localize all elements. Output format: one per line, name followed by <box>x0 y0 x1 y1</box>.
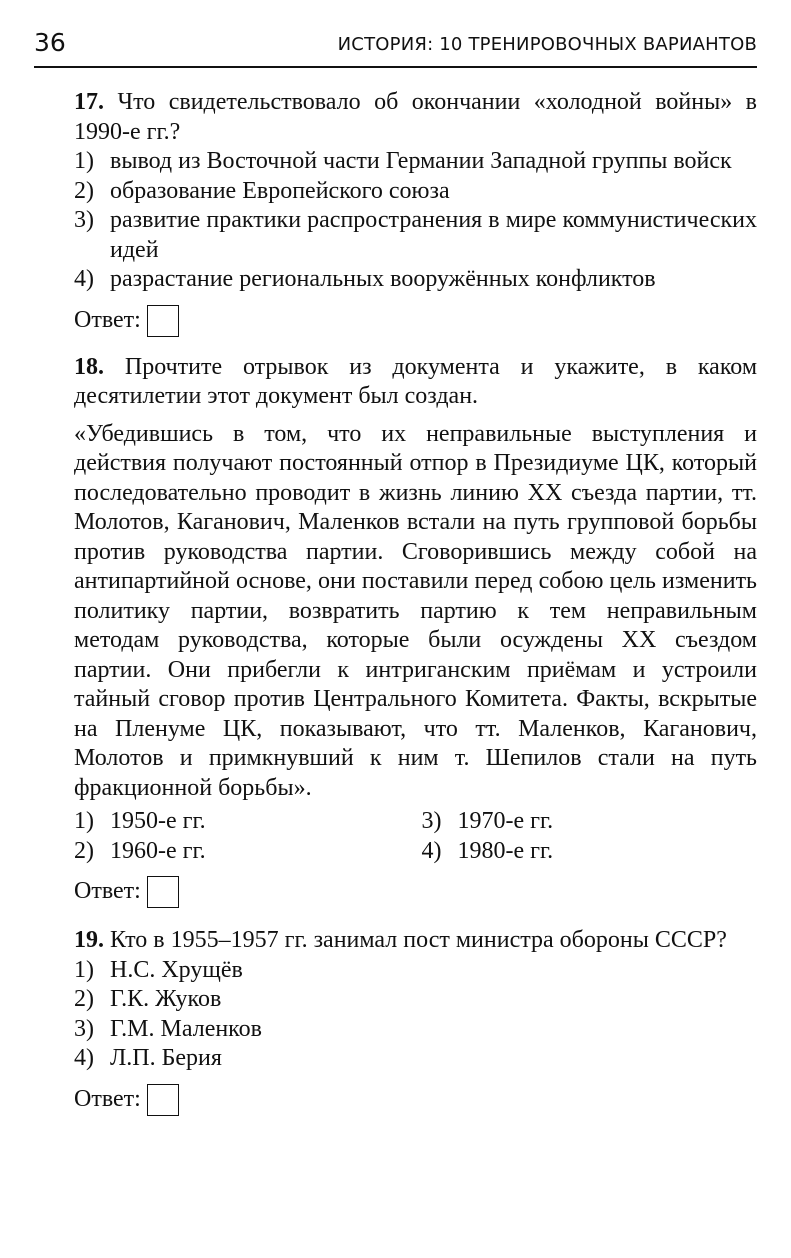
question-text <box>74 926 757 956</box>
document-excerpt: «Убедившись в том, что их неправильные выступления и действия получают постоянный отпор в Президиуме ЦК, который последовательно проводит в жизнь линию XX съезда партии, тт. Молотов, Каганович, Маленков встали на путь групповой борьбы против руководства партии. Сговорившись между собой на антипартийной основе, они поставили перед собою цель изменить политику партии, возвратить партию к тем неправильным методам руководства, которые были осуждены XX съездом партии. Они прибегли к интриганским приёмам и устроили тайный сговор против Центрального Комитета. Факты, вскрытые на Пленуме ЦК, показывают, что тт. Маленков, Каганович, Молотов и примкнувший к ним т. Шепилов стали на путь фракционной борьбы». <box>74 420 757 801</box>
spacer <box>74 910 757 926</box>
answer-label: Ответ: <box>74 1085 141 1112</box>
answer-option <box>422 837 758 867</box>
option-number: 2) <box>74 177 94 204</box>
answer-box[interactable] <box>147 876 179 908</box>
running-title: ИСТОРИЯ: 10 ТРЕНИРОВОЧНЫХ ВАРИАНТОВ <box>337 34 757 55</box>
answer-row <box>74 874 757 910</box>
answer-option <box>74 807 410 837</box>
question-number: 19. <box>74 927 104 953</box>
option-text: вывод из Восточной части Германии Западной группы войск <box>110 148 732 174</box>
header-divider <box>34 66 757 68</box>
options-grid <box>74 807 757 866</box>
answer-option <box>74 985 757 1015</box>
answer-option <box>74 956 757 986</box>
answer-box[interactable] <box>147 305 179 337</box>
question-17 <box>74 88 757 339</box>
answer-row <box>74 1082 757 1118</box>
option-text: Г.К. Жуков <box>110 986 222 1012</box>
option-text: развитие практики распространения в мире коммунистических идей <box>110 207 757 263</box>
answer-option <box>74 1044 757 1074</box>
option-number: 2) <box>74 837 94 864</box>
answer-option <box>74 206 757 265</box>
answer-option <box>74 837 410 867</box>
question-body: Прочтите отрывок из документа и укажите, в каком десятилетии этот документ был создан. <box>74 353 758 409</box>
question-18 <box>74 353 757 911</box>
option-text: 1980-е гг. <box>457 837 554 864</box>
option-number: 1) <box>74 808 94 834</box>
option-text: 1950-е гг. <box>110 808 206 834</box>
question-19 <box>74 926 757 1118</box>
option-number: 2) <box>74 986 94 1012</box>
page-number: 36 <box>34 28 66 57</box>
option-text: образование Европейского союза <box>110 177 450 204</box>
option-text: Н.С. Хрущёв <box>110 956 243 983</box>
question-body: Что свидетельствовало об окончании «холодной войны» в 1990-е гг.? <box>74 89 758 145</box>
page-header <box>34 24 757 64</box>
answer-label: Ответ: <box>74 306 141 333</box>
page-content <box>74 88 757 1118</box>
option-text: 1970-е гг. <box>457 808 554 834</box>
spacer <box>74 339 757 353</box>
option-text: разрастание региональных вооружённых конфликтов <box>110 266 656 292</box>
option-number: 1) <box>74 148 94 174</box>
option-number: 1) <box>74 956 94 983</box>
answer-label: Ответ: <box>74 878 141 905</box>
question-body: Кто в 1955–1957 гг. занимал пост министра обороны СССР? <box>110 927 727 953</box>
option-number: 4) <box>74 1045 94 1071</box>
option-number: 4) <box>421 837 442 864</box>
option-text: Г.М. Маленков <box>110 1015 262 1042</box>
option-text: 1960-е гг. <box>110 837 206 864</box>
question-number: 18. <box>74 353 104 380</box>
answer-option <box>422 807 758 837</box>
answer-option <box>74 177 757 207</box>
option-text: Л.П. Берия <box>110 1045 222 1071</box>
answer-option <box>74 147 757 177</box>
option-number: 3) <box>421 808 442 834</box>
option-number: 3) <box>74 1015 94 1042</box>
question-text <box>74 353 757 412</box>
question-text <box>74 88 757 147</box>
answer-option <box>74 1015 757 1045</box>
question-number: 17. <box>74 89 104 115</box>
option-number: 4) <box>74 266 94 292</box>
answer-box[interactable] <box>147 1084 179 1116</box>
answer-option <box>74 265 757 295</box>
answer-row <box>74 303 757 339</box>
option-number: 3) <box>74 207 94 233</box>
